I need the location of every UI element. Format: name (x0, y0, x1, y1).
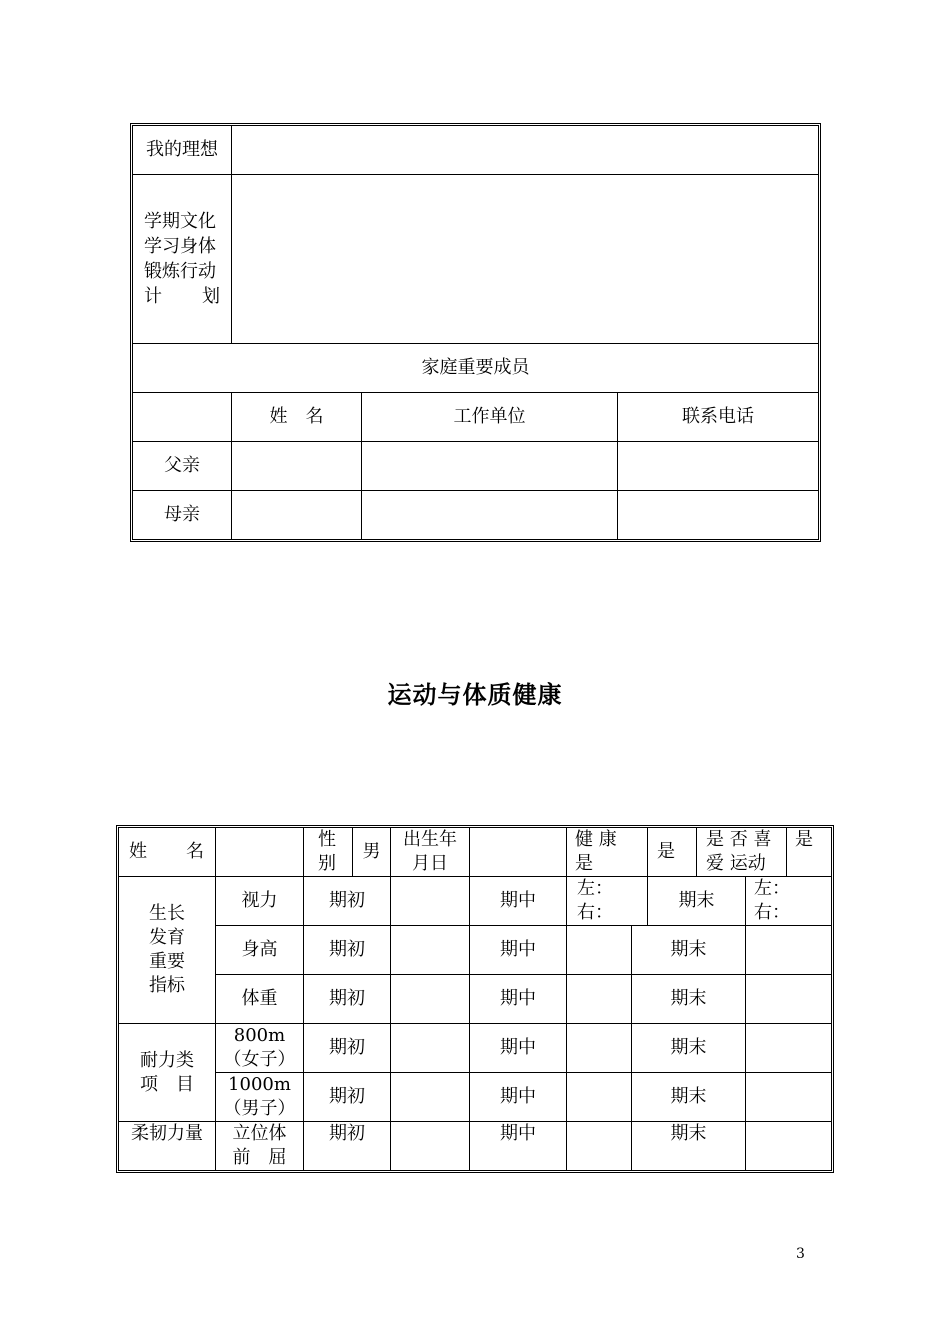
end-term-label: 期末 (632, 1122, 746, 1171)
growth-group-label: 生长 发育 重要 指标 (119, 877, 216, 1024)
section-title: 运动与体质健康 (387, 681, 563, 709)
mid-term-label: 期中 (470, 1073, 567, 1122)
sitreach-end-field[interactable] (746, 1122, 832, 1171)
end-term-label: 期末 (648, 877, 746, 926)
birth-field[interactable] (470, 828, 567, 877)
sitreach-mid-field[interactable] (567, 1122, 632, 1171)
vision-end-field[interactable]: 左： 右： (746, 877, 832, 926)
plan-field[interactable] (232, 175, 819, 344)
run800-end-field[interactable] (746, 1024, 832, 1073)
healthy-value[interactable]: 是 (648, 828, 697, 877)
sitreach-start-field[interactable] (391, 1122, 470, 1171)
personal-info-table (132, 125, 819, 540)
healthy-label: 健 康 是 (567, 828, 648, 877)
start-term-label: 期初 (304, 877, 391, 926)
mother-phone-field[interactable] (618, 491, 819, 540)
plan-label-line: 锻炼行动 (144, 261, 216, 282)
father-name-field[interactable] (232, 442, 362, 491)
height-mid-field[interactable] (567, 926, 632, 975)
end-term-label: 期末 (632, 1073, 746, 1122)
likes-sport-label: 是 否 喜 爱 运动 (697, 828, 787, 877)
vision-start-field[interactable] (391, 877, 470, 926)
start-term-label: 期初 (304, 975, 391, 1024)
end-term-label: 期末 (632, 975, 746, 1024)
height-label: 身高 (216, 926, 304, 975)
birth-label: 出生年 月日 (391, 828, 470, 877)
mid-term-label: 期中 (470, 1024, 567, 1073)
column-header-phone: 联系电话 (618, 393, 819, 442)
sit-reach-label: 立位体 前 屈 (216, 1122, 304, 1171)
mid-term-label: 期中 (470, 975, 567, 1024)
gender-value[interactable]: 男 (353, 828, 391, 877)
blank-cell (133, 393, 232, 442)
weight-label: 体重 (216, 975, 304, 1024)
end-term-label: 期末 (632, 1024, 746, 1073)
run-800-label: 800m （女子） (216, 1024, 304, 1073)
vision-label: 视力 (216, 877, 304, 926)
mid-term-label: 期中 (470, 926, 567, 975)
ideal-field[interactable] (232, 126, 819, 175)
father-work-field[interactable] (362, 442, 618, 491)
plan-label-line: 学习身体 (144, 236, 216, 257)
flexibility-group-label: 柔韧力量 (119, 1122, 216, 1171)
family-header: 家庭重要成员 (133, 344, 819, 393)
run800-start-field[interactable] (391, 1024, 470, 1073)
gender-label: 性 别 (304, 828, 353, 877)
run1000-start-field[interactable] (391, 1073, 470, 1122)
start-term-label: 期初 (304, 1122, 391, 1171)
end-term-label: 期末 (632, 926, 746, 975)
height-start-field[interactable] (391, 926, 470, 975)
run1000-mid-field[interactable] (567, 1073, 632, 1122)
plan-label (133, 175, 232, 344)
name-label: 姓 名 (119, 828, 216, 877)
mid-term-label: 期中 (470, 1122, 567, 1171)
plan-label-line: 计 划 (144, 286, 220, 307)
page-number: 3 (796, 1246, 805, 1262)
plan-label-line: 学期文化 (144, 211, 216, 232)
mother-work-field[interactable] (362, 491, 618, 540)
name-field[interactable] (216, 828, 304, 877)
mother-name-field[interactable] (232, 491, 362, 540)
run800-mid-field[interactable] (567, 1024, 632, 1073)
column-header-name: 姓 名 (232, 393, 362, 442)
run-1000-label: 1000m （男子） (216, 1073, 304, 1122)
start-term-label: 期初 (304, 926, 391, 975)
height-end-field[interactable] (746, 926, 832, 975)
start-term-label: 期初 (304, 1073, 391, 1122)
column-header-work: 工作单位 (362, 393, 618, 442)
vision-mid-field[interactable]: 左： 右： (567, 877, 648, 926)
father-label: 父亲 (133, 442, 232, 491)
endurance-group-label: 耐力类 项 目 (119, 1024, 216, 1122)
start-term-label: 期初 (304, 1024, 391, 1073)
ideal-label: 我的理想 (133, 126, 232, 175)
weight-end-field[interactable] (746, 975, 832, 1024)
weight-start-field[interactable] (391, 975, 470, 1024)
father-phone-field[interactable] (618, 442, 819, 491)
weight-mid-field[interactable] (567, 975, 632, 1024)
health-table (118, 827, 832, 1171)
likes-sport-value[interactable]: 是 (787, 828, 832, 877)
mid-term-label: 期中 (470, 877, 567, 926)
run1000-end-field[interactable] (746, 1073, 832, 1122)
mother-label: 母亲 (133, 491, 232, 540)
